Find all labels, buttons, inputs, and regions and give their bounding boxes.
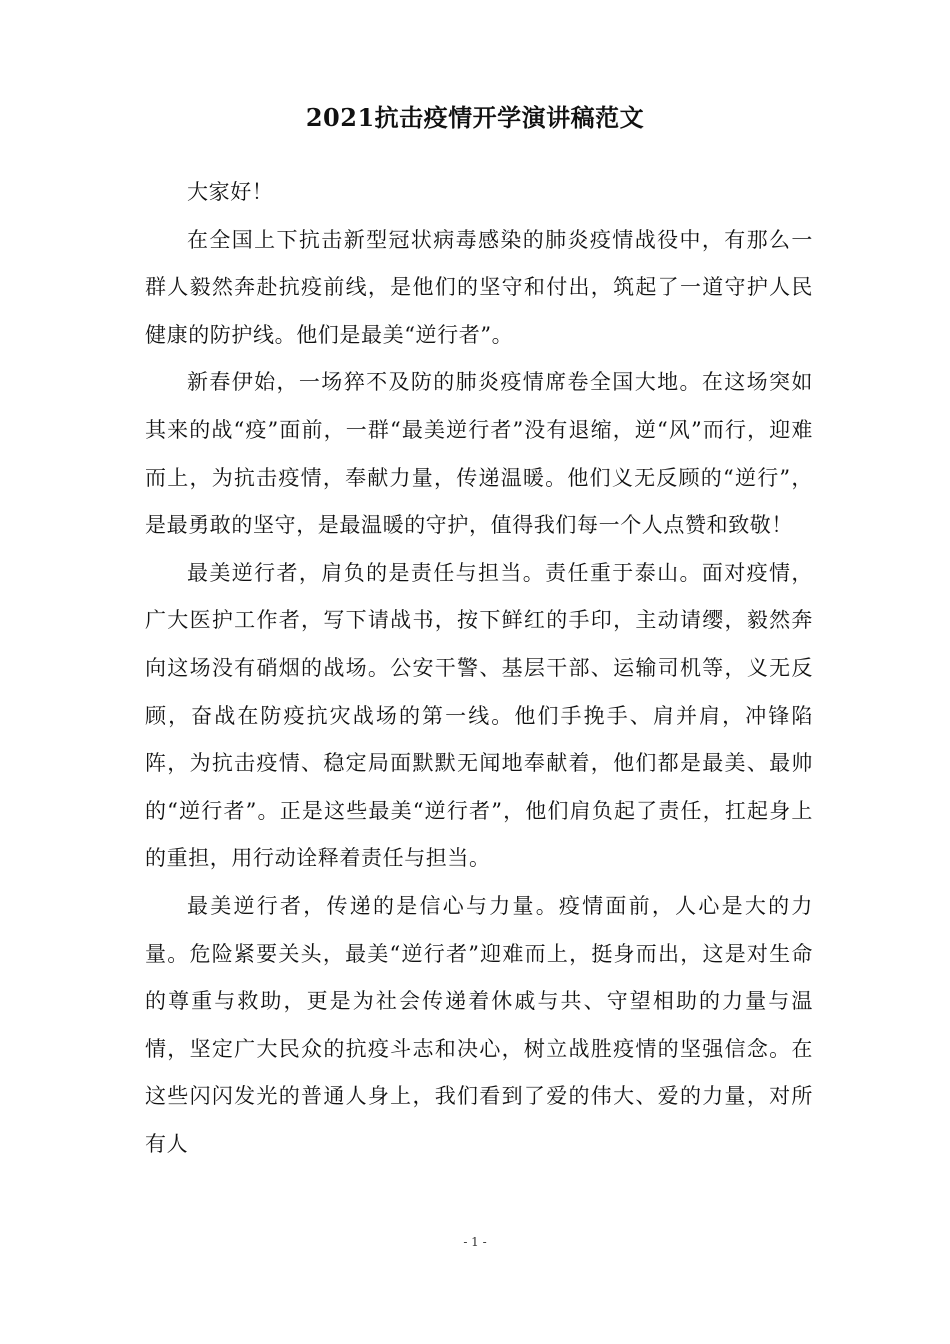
paragraph-1: 在全国上下抗击新型冠状病毒感染的肺炎疫情战役中，有那么一群人毅然奔赴抗疫前线，是他们的坚守和付出，筑起了一道守护人民健康的防护线。他们是最美“逆行者”。 xyxy=(145,227,813,347)
document-body xyxy=(145,169,813,1168)
page-number: - 1 - xyxy=(463,1235,487,1249)
paragraph-4: 最美逆行者，传递的是信心与力量。疫情面前，人心是大的力量。危险紧要关头，最美“逆行者”迎难而上，挺身而出，这是对生命的尊重与救助，更是为社会传递着休戚与共、守望相助的力量与温情，坚定广大民众的抗疫斗志和决心，树立战胜疫情的坚强信念。在这些闪闪发光的普通人身上，我们看到了爱的伟大、爱的力量，对所有人 xyxy=(145,893,813,1156)
document-title: 2021抗击疫情开学演讲稿范文 xyxy=(305,103,645,132)
paragraph-greeting: 大家好！ xyxy=(187,180,274,204)
paragraph-2: 新春伊始，一场猝不及防的肺炎疫情席卷全国大地。在这场突如其来的战“疫”面前，一群“最美逆行者”没有退缩，逆“风”而行，迎难而上，为抗击疫情，奉献力量，传递温暖。他们义无反顾的“逆行”，是最勇敢的坚守，是最温暖的守护，值得我们每一个人点赞和致敬！ xyxy=(145,370,813,538)
paragraph-3: 最美逆行者，肩负的是责任与担当。责任重于泰山。面对疫情，广大医护工作者，写下请战书，按下鲜红的手印，主动请缨，毅然奔向这场没有硝烟的战场。公安干警、基层干部、运输司机等，义无反顾，奋战在防疫抗灾战场的第一线。他们手挽手、肩并肩，冲锋陷阵，为抗击疫情、稳定局面默默无闻地奉献着，他们都是最美、最帅的“逆行者”。正是这些最美“逆行者”，他们肩负起了责任，扛起身上的重担，用行动诠释着责任与担当。 xyxy=(145,560,813,871)
